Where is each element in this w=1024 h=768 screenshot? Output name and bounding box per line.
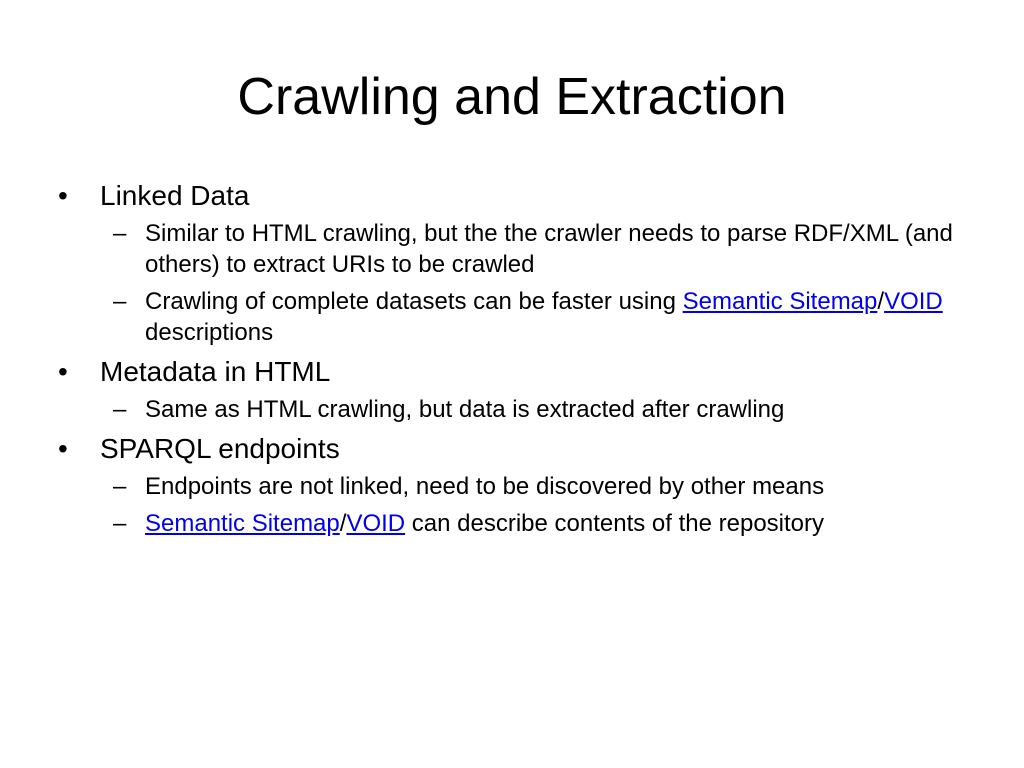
bullet-item (56, 431, 986, 467)
bullet-item (56, 178, 986, 214)
slide-title: Crawling and Extraction (237, 68, 787, 126)
sub-bullet-text: descriptions (145, 319, 274, 346)
link-semantic-sitemap[interactable]: Semantic Sitemap (682, 288, 878, 315)
bullet-text: SPARQL endpoints (100, 433, 340, 464)
sub-bullet-list (56, 394, 986, 425)
dash-icon: – (113, 473, 127, 500)
bullet-icon: • (58, 433, 68, 464)
dash-icon: – (113, 220, 127, 247)
sub-bullet-text: can describe contents of the repository (405, 510, 825, 537)
sub-bullet-text: Endpoints are not linked, need to be discovered by other means (145, 473, 825, 500)
bullet-text: Metadata in HTML (100, 356, 331, 387)
bullet-item (56, 354, 986, 390)
link-void[interactable]: VOID (346, 510, 406, 537)
bullet-list (56, 178, 986, 545)
sub-bullet-list (56, 218, 986, 348)
sub-bullet-item (56, 471, 986, 502)
dash-icon: – (113, 288, 127, 315)
bullet-icon: • (58, 356, 68, 387)
bullet-text: Linked Data (100, 180, 250, 211)
dash-icon: – (113, 510, 127, 537)
sub-bullet-item (56, 394, 986, 425)
sub-bullet-item (56, 218, 986, 280)
sub-bullet-text: / (877, 288, 885, 315)
sub-bullet-text: / (339, 510, 347, 537)
sub-bullet-item (56, 508, 986, 539)
sub-bullet-text: Crawling of complete datasets can be faster using (145, 288, 683, 315)
bullet-icon: • (58, 180, 68, 211)
sub-bullet-text: Similar to HTML crawling, but the the crawler needs to parse RDF/XML (and others) to extract URIs to be crawled (145, 220, 953, 278)
link-void[interactable]: VOID (884, 288, 943, 315)
link-semantic-sitemap[interactable]: Semantic Sitemap (145, 510, 340, 537)
sub-bullet-text: Same as HTML crawling, but data is extracted after crawling (145, 396, 785, 423)
dash-icon: – (113, 396, 127, 423)
sub-bullet-list (56, 471, 986, 539)
sub-bullet-item (56, 286, 986, 348)
